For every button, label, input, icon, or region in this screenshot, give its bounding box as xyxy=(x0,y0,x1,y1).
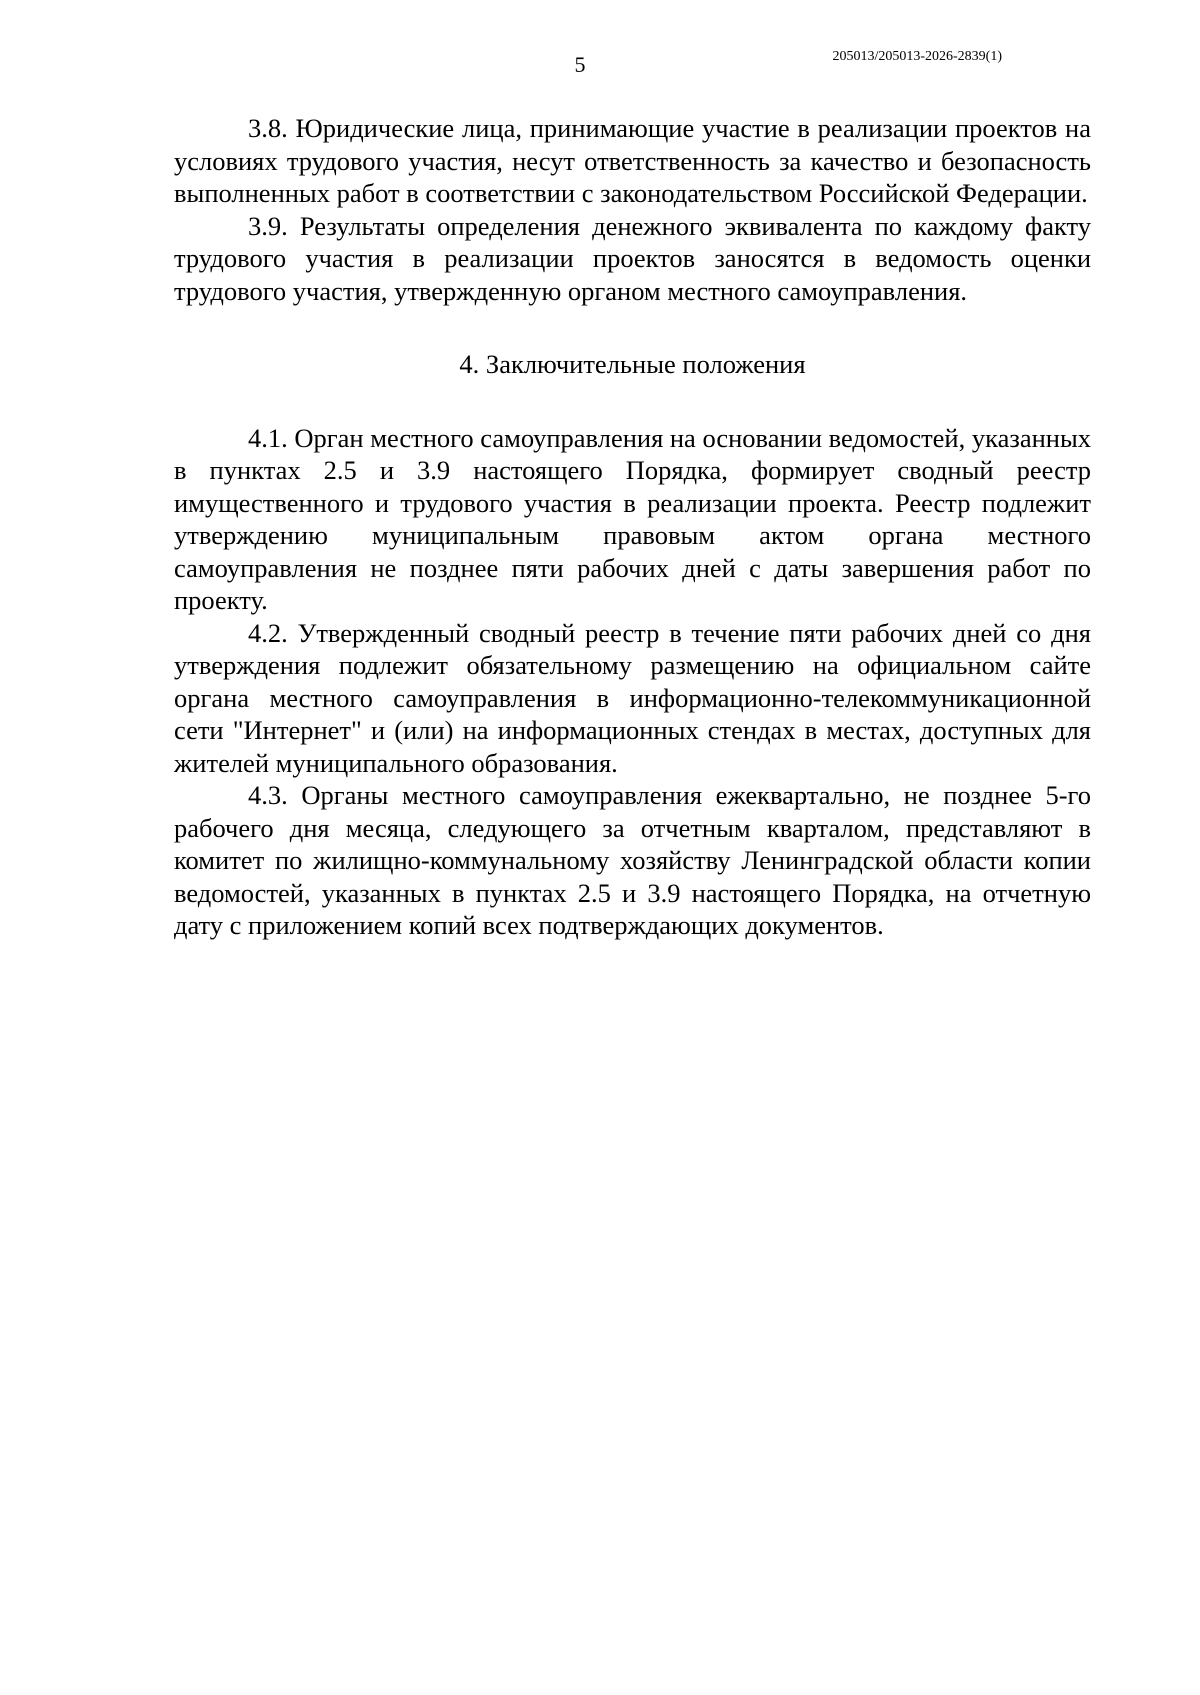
paragraph-3-8: 3.8. Юридические лица, принимающие участие в реализации проектов на условиях трудового участия, несут ответственность за качество и безопасность выполненных работ в соответствии с законодательством Российской Федерации. xyxy=(174,113,1091,208)
paragraph-4-3: 4.3. Органы местного самоуправления ежеквартально, не позднее 5-го рабочего дня месяца, следующего за отчетным кварталом, представляют в комитет по жилищно-коммунальному хозяйству Ленинградской области копии ведомостей, указанных в пунктах 2.5 и 3.9 настоящего Порядка, на отчетную дату с приложением копий всех подтверждающих документов. xyxy=(174,780,1091,940)
paragraph-4-2: 4.2. Утвержденный сводный реестр в течение пяти рабочих дней со дня утверждения подлежит обязательному размещению на официальном сайте органа местного самоуправления в информационно-телекоммуникационной сети "Интернет" и (или) на информационных стендах в местах, доступных для жителей муниципального образования. xyxy=(174,617,1091,778)
page-number: 5 xyxy=(574,52,586,77)
paragraph-3-9: 3.9. Результаты определения денежного эквивалента по каждому факту трудового участия в реализации проектов заносятся в ведомость оценки трудового участия, утвержденную органом местного самоуправления. xyxy=(174,210,1091,306)
section-title: 4. Заключительные положения xyxy=(459,349,806,379)
document-code: 205013/205013-2026-2839(1) xyxy=(832,49,1002,64)
document-body xyxy=(174,112,1091,942)
paragraph-4-1: 4.1. Орган местного самоуправления на основании ведомостей, указанных в пунктах 2.5 и 3.9 настоящего Порядка, формирует сводный реестр имущественного и трудового участия в реализации проекта. Реестр подлежит утверждению муниципальным правовым актом органа местного самоуправления не позднее пяти рабочих дней с даты завершения работ по проекту. xyxy=(174,422,1091,615)
